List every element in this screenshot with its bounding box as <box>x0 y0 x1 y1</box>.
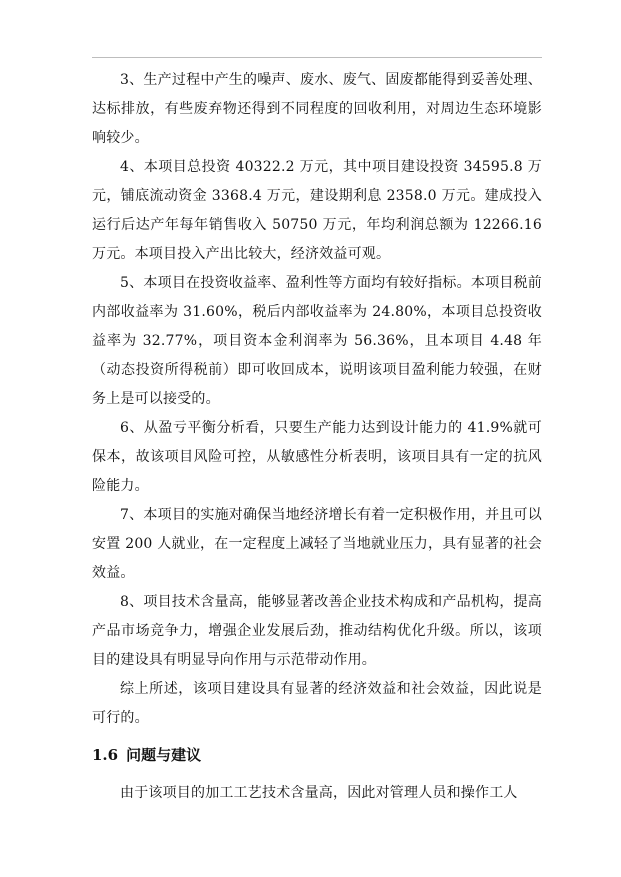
paragraph-6-breakeven: 6、从盈亏平衡分析看，只要生产能力达到设计能力的 41.9%就可保本，故该项目风险可控，从敏感性分析表明，该项目具有一定的抗风险能力。 <box>92 420 542 494</box>
paragraph-conclusion: 综上所述，该项目建设具有显著的经济效益和社会效益，因此说是可行的。 <box>92 681 542 726</box>
paragraph-4-investment: 4、本项目总投资 40322.2 万元，其中项目建设投资 34595.8 万元，铺底流动资金 3368.4 万元，建设期利息 2358.0 万元。建成投入运行后达产年每年销售收入 50750 万元，年均利润总额为 12266.16 万元。本项目投入产出比较大，经济效益可观。 <box>92 159 542 262</box>
section-heading <box>92 741 542 769</box>
section-title: 问题与建议 <box>126 746 202 764</box>
paragraph-problems-intro: 由于该项目的加工工艺技术含量高，因此对管理人员和操作工人 <box>120 785 518 801</box>
section-number: 1.6 <box>92 746 119 764</box>
document-body <box>92 66 542 808</box>
paragraph-8-technology: 8、项目技术含量高，能够显著改善企业技术构成和产品机构，提高产品市场竞争力，增强企业发展后劲，推动结构优化升级。所以，该项目的建设具有明显导向作用与示范带动作用。 <box>92 594 542 668</box>
page-header-rule <box>92 57 542 58</box>
paragraph-7-social-benefit: 7、本项目的实施对确保当地经济增长有着一定积极作用，并且可以安置 200 人就业，在一定程度上减轻了当地就业压力，具有显著的社会效益。 <box>92 507 542 581</box>
paragraph-5-returns: 5、本项目在投资收益率、盈利性等方面均有较好指标。本项目税前内部收益率为 31.60%，税后内部收益率为 24.80%，本项目总投资收益率为 32.77%，项目资本金利润率为 56.36%，且本项目 4.48 年（动态投资所得税前）即可收回成本，说明该项目盈利能力较强，在财务上是可以接受的。 <box>92 275 542 407</box>
paragraph-3-environment: 3、生产过程中产生的噪声、废水、废气、固废都能得到妥善处理、达标排放，有些废弃物还得到不同程度的回收利用，对周边生态环境影响较少。 <box>92 72 542 146</box>
